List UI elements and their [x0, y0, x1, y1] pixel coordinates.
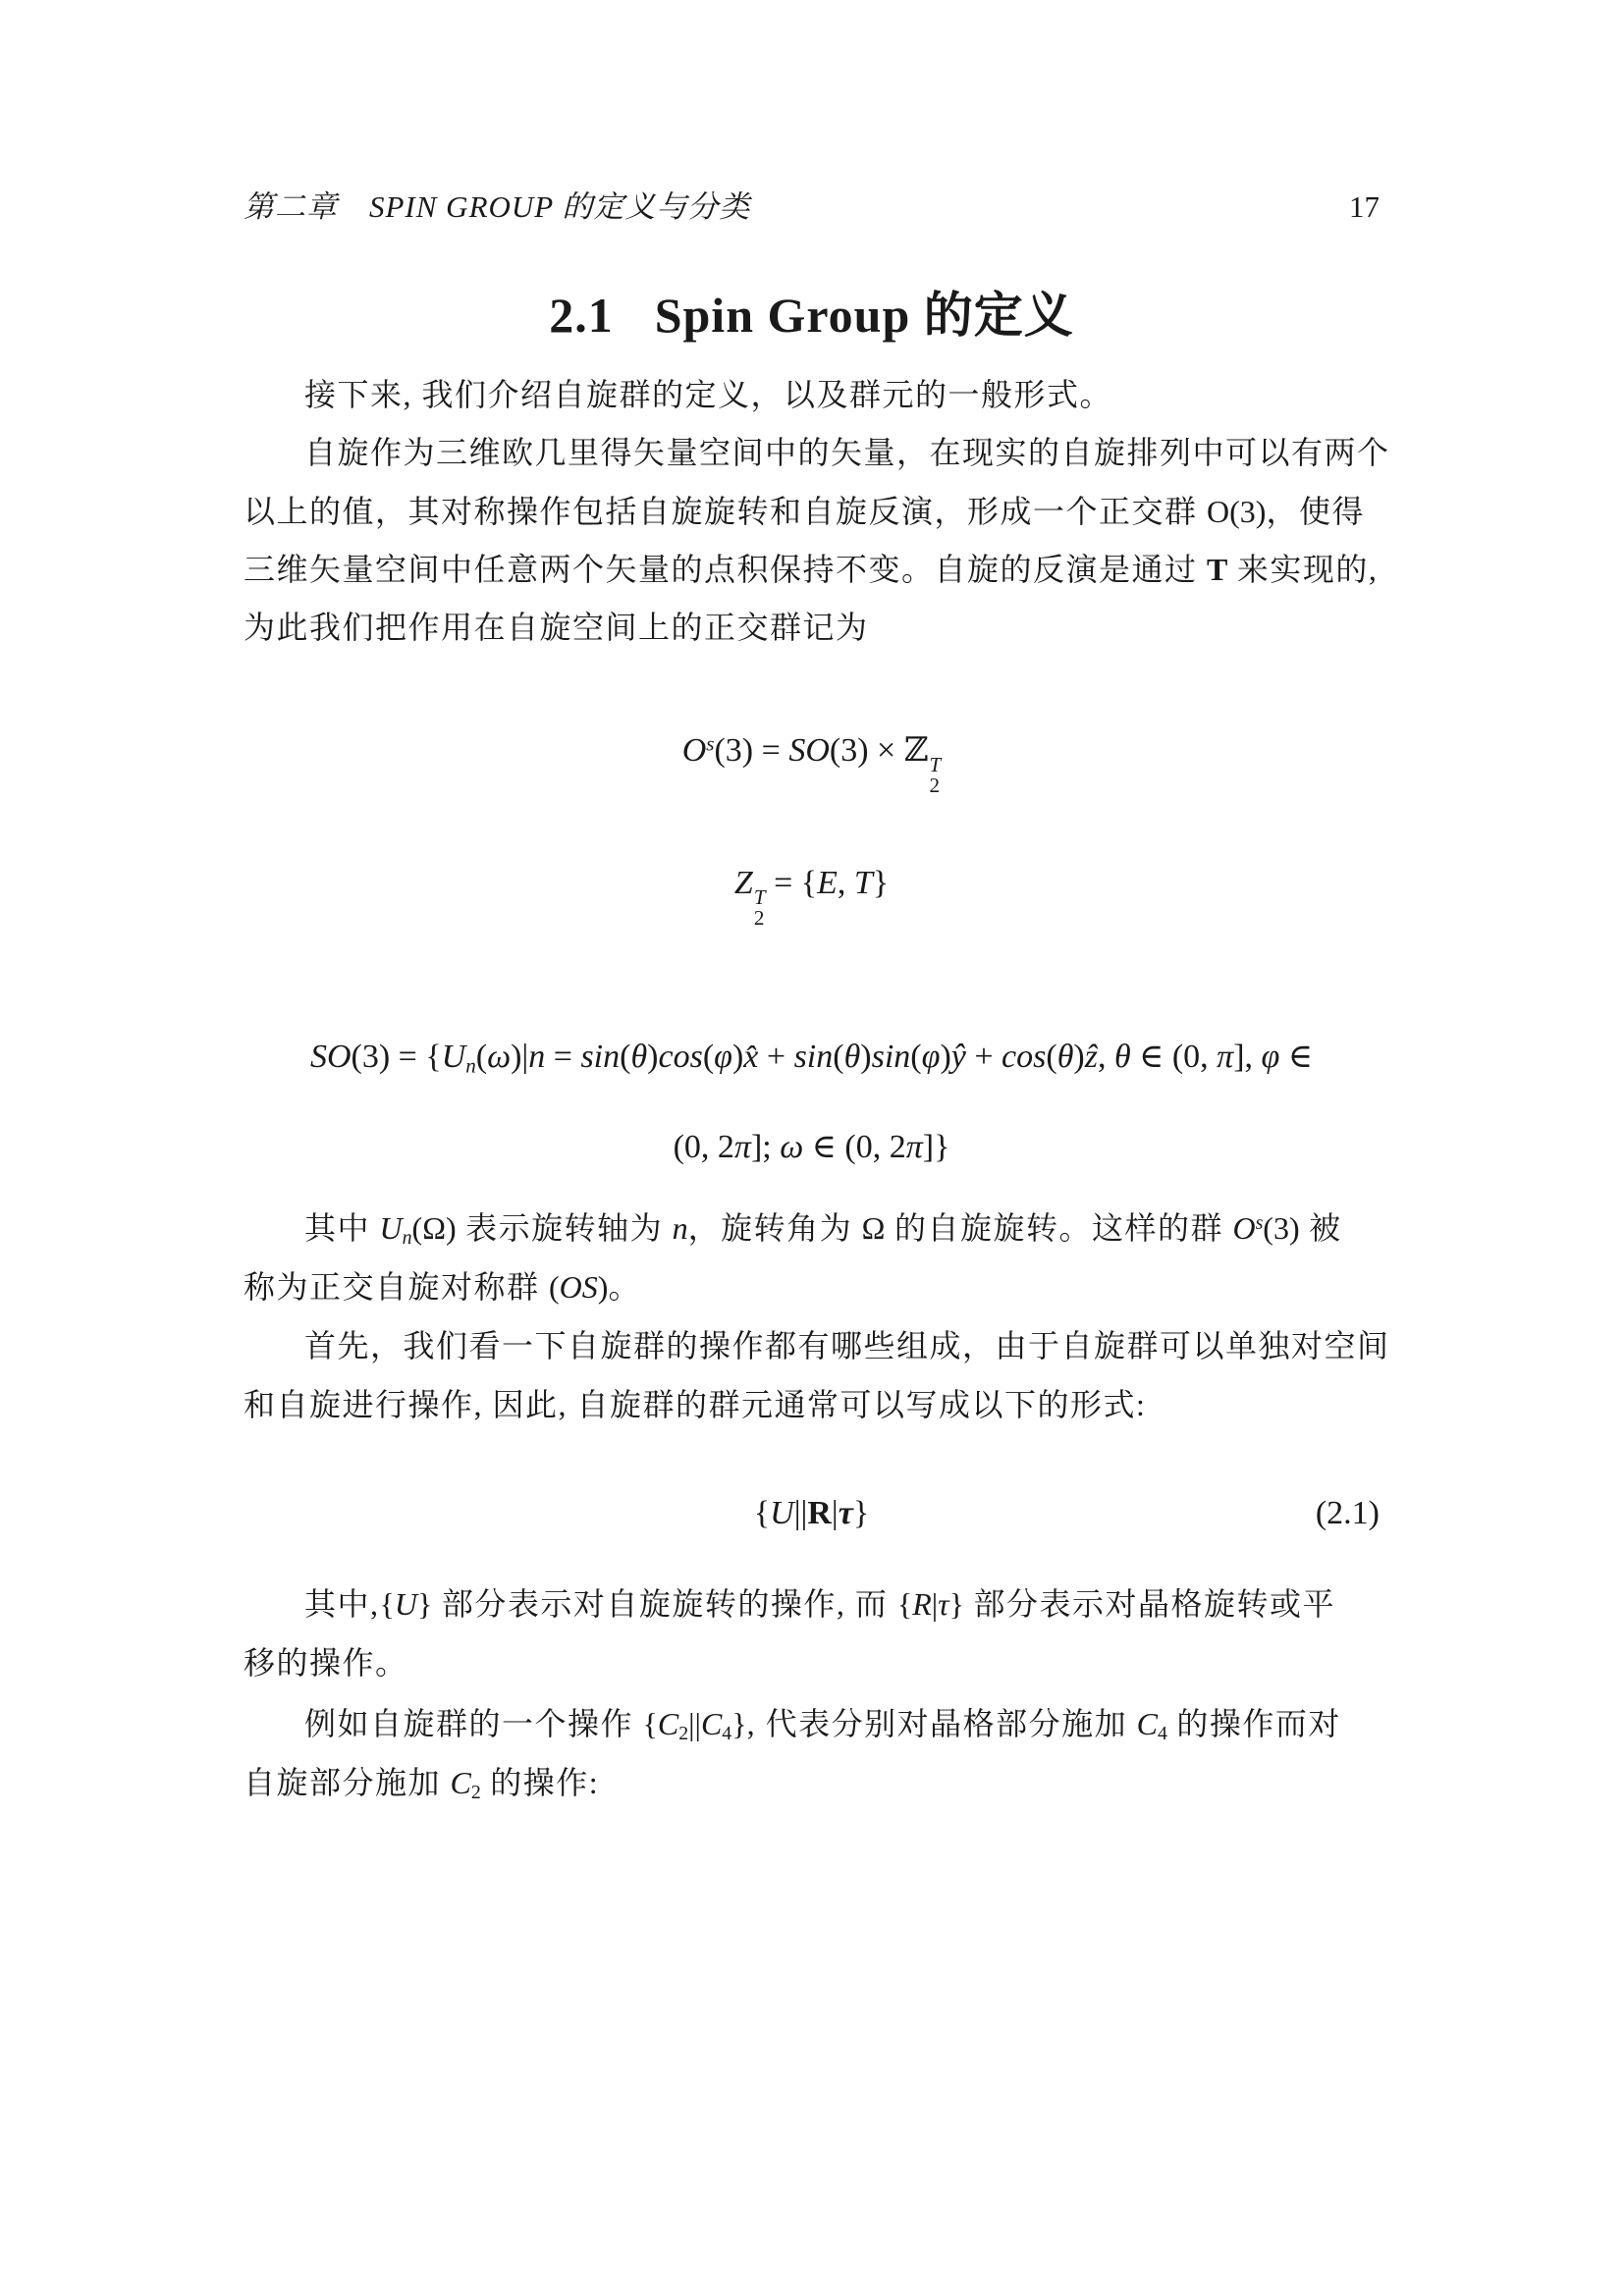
text-run: 自旋部分施加: [244, 1765, 451, 1800]
text-run: T: [1207, 552, 1228, 587]
text-run: (: [833, 1039, 844, 1075]
text-run: (: [702, 1039, 715, 1075]
text-run: θ: [1056, 1039, 1074, 1075]
text-run: θ: [630, 1039, 648, 1075]
text-line: [244, 1267, 1380, 1307]
text-run: 例如自旋群的一个操作: [304, 1706, 643, 1741]
text-run: 的操作而对: [1166, 1706, 1341, 1741]
display-equation: [244, 1034, 1380, 1081]
text-run: }: [948, 1586, 964, 1622]
text-run: ω: [780, 1129, 804, 1165]
text-run: (: [1046, 1039, 1057, 1075]
text-run: φ: [921, 1039, 941, 1075]
text-run: C: [700, 1706, 723, 1741]
text-run: 以上的值，其对称操作包括自旋旋转和自旋反演，形成一个正交群: [244, 494, 1208, 529]
text-run: s: [706, 731, 715, 756]
text-run: C: [450, 1765, 471, 1800]
text-run: π: [1217, 1039, 1234, 1075]
text-run: }: [731, 1706, 747, 1741]
text-run: Z: [733, 865, 753, 901]
text-run: (3) = {: [351, 1039, 442, 1075]
text-run: }: [872, 865, 890, 901]
text-run: τ: [838, 1495, 853, 1531]
text-run: 其中: [304, 1210, 380, 1246]
text-run: 称为正交自旋对称群: [244, 1269, 550, 1305]
sup-sub-stack: T 2: [929, 752, 942, 798]
text-run: C: [1136, 1706, 1158, 1741]
text-run: 的操作:: [480, 1765, 600, 1800]
text-run: θ: [1113, 1039, 1131, 1075]
text-run: U: [770, 1495, 794, 1531]
text-run: sin: [793, 1039, 834, 1075]
text-run: {: [753, 1495, 771, 1531]
text-run: 和自旋进行操作, 因此, 自旋群的群元通常可以写成以下的形式:: [244, 1387, 1147, 1422]
display-equation: [244, 1124, 1380, 1171]
text-run: {: [896, 1586, 913, 1622]
text-run: O: [681, 732, 707, 769]
text-run: )|: [511, 1039, 529, 1075]
text-run: x̂: [743, 1039, 759, 1075]
text-run: n: [528, 1039, 546, 1075]
text-run: 三维矢量空间中任意两个矢量的点积保持不变。自旋的反演是通过: [244, 552, 1208, 587]
text-run: θ: [843, 1039, 861, 1075]
text-run: R: [807, 1495, 832, 1531]
text-run: 部分表示对自旋旋转的操作, 而: [432, 1586, 897, 1622]
text-run: ，使得: [1266, 494, 1365, 529]
text-run: E: [817, 865, 838, 901]
text-run: ||: [688, 1706, 701, 1741]
text-run: SO: [788, 732, 830, 769]
text-run: = {: [765, 865, 818, 901]
text-run: O(3): [1207, 494, 1267, 529]
section-number: 2.1: [549, 288, 614, 343]
text-run: OS: [559, 1269, 598, 1305]
text-line: [244, 1704, 1440, 1746]
running-header: [244, 188, 1380, 227]
text-run: T: [853, 865, 873, 901]
section-title-text: Spin Group 的定义: [654, 288, 1074, 343]
text-run: ŷ: [950, 1039, 966, 1075]
text-run: ): [647, 1039, 659, 1075]
text-run: 2: [470, 1781, 481, 1803]
text-line: [244, 1208, 1440, 1251]
text-run: (Ω): [411, 1210, 457, 1246]
text-run: }: [852, 1495, 870, 1531]
text-run: (3) =: [714, 732, 789, 769]
text-run: 来实现的,: [1227, 552, 1379, 587]
text-line: [244, 1763, 1380, 1805]
text-run: 移的操作。: [244, 1645, 408, 1681]
text-run: U: [441, 1039, 466, 1075]
text-line: [244, 1326, 1440, 1365]
text-run: τ: [938, 1586, 949, 1622]
text-line: [244, 550, 1380, 589]
text-run: |: [931, 1586, 939, 1622]
text-run: n: [465, 1053, 476, 1078]
text-run: O: [1232, 1210, 1256, 1246]
text-run: 2: [678, 1722, 689, 1744]
text-run: n: [402, 1226, 412, 1249]
text-run: 为此我们把作用在自旋空间上的正交群记为: [244, 610, 869, 645]
text-run: (: [475, 1039, 488, 1075]
text-run: ẑ: [1084, 1039, 1098, 1075]
text-run: s: [1255, 1212, 1264, 1235]
text-run: π: [733, 1129, 751, 1165]
text-run: cos: [1001, 1039, 1047, 1075]
text-run: 部分表示对晶格旋转或平: [963, 1586, 1335, 1622]
text-run: 表示旋转轴为: [456, 1210, 673, 1246]
text-line: [244, 433, 1440, 472]
text-run: ],: [1233, 1039, 1262, 1075]
text-run: (3): [1263, 1210, 1300, 1246]
text-run: 首先，我们看一下自旋群的操作都有哪些组成，由于自旋群可以单独对空间: [304, 1328, 1390, 1363]
text-run: (: [620, 1039, 631, 1075]
text-run: U: [379, 1210, 403, 1246]
display-equation: [244, 727, 1380, 797]
text-run: n: [672, 1210, 688, 1246]
text-run: ];: [750, 1129, 781, 1165]
text-line: [244, 492, 1380, 531]
equation-number: (2.1): [1315, 1495, 1380, 1531]
text-run: U: [394, 1586, 417, 1622]
text-run: 的自旋旋转。这样的群: [885, 1210, 1233, 1246]
text-run: φ: [714, 1039, 732, 1075]
text-run: (: [549, 1269, 560, 1305]
text-line: [244, 608, 1380, 647]
text-block: [244, 0, 1390, 2296]
text-run: 其中,: [304, 1586, 380, 1622]
sup-sub-stack: T 2: [753, 884, 766, 931]
text-run: C: [657, 1706, 679, 1741]
text-line: [244, 1385, 1380, 1424]
text-run: {: [642, 1706, 658, 1741]
text-run: ω: [487, 1039, 512, 1075]
text-run: (: [910, 1039, 922, 1075]
text-run: ,: [837, 865, 854, 901]
text-run: R: [912, 1586, 932, 1622]
text-run: (0, 2: [673, 1129, 734, 1165]
text-run: ): [940, 1039, 951, 1075]
text-line: [244, 1643, 1380, 1682]
text-run: ]}: [922, 1129, 950, 1165]
text-line: [244, 1584, 1440, 1624]
text-run: |: [831, 1495, 839, 1531]
text-run: ): [1073, 1039, 1085, 1075]
text-run: ，旋转角为: [687, 1210, 862, 1246]
text-run: 。: [608, 1269, 641, 1305]
text-run: ): [860, 1039, 872, 1075]
text-run: ∈ (0,: [1130, 1039, 1218, 1075]
text-run: +: [965, 1039, 1002, 1075]
text-run: 4: [722, 1722, 732, 1744]
chapter-header-text: 第二章 SPIN GROUP 的定义与分类: [244, 189, 751, 224]
text-run: ∈: [1279, 1039, 1314, 1075]
text-run: φ: [1261, 1039, 1280, 1075]
text-run: ): [597, 1269, 609, 1305]
text-line: [244, 375, 1440, 414]
display-equation: [244, 860, 1380, 930]
text-run: sin: [871, 1039, 911, 1075]
text-run: 被: [1299, 1210, 1342, 1246]
text-run: ∈ (0, 2: [803, 1129, 906, 1165]
text-run: cos: [658, 1039, 703, 1075]
text-run: sin: [580, 1039, 621, 1075]
text-run: {: [379, 1586, 395, 1622]
section-title: [244, 289, 1380, 343]
text-run: Ω: [861, 1210, 886, 1246]
text-run: 接下来, 我们介绍自旋群的定义，以及群元的一般形式。: [304, 377, 1113, 412]
text-run: 自旋作为三维欧几里得矢量空间中的矢量，在现实的自旋排列中可以有两个: [304, 435, 1390, 470]
page-number: 17: [1349, 189, 1380, 224]
display-equation: [244, 1490, 1380, 1537]
text-run: }: [416, 1586, 433, 1622]
text-run: ℤ: [903, 730, 929, 770]
text-run: ,: [1097, 1039, 1114, 1075]
text-run: (3) ×: [829, 732, 904, 769]
text-run: π: [905, 1129, 923, 1165]
text-run: ||: [793, 1495, 808, 1531]
text-run: SO: [309, 1039, 352, 1075]
text-run: , 代表分别对晶格部分施加: [746, 1706, 1137, 1741]
text-run: +: [758, 1039, 794, 1075]
text-run: =: [545, 1039, 581, 1075]
text-run: ): [731, 1039, 744, 1075]
text-run: 4: [1157, 1722, 1167, 1744]
